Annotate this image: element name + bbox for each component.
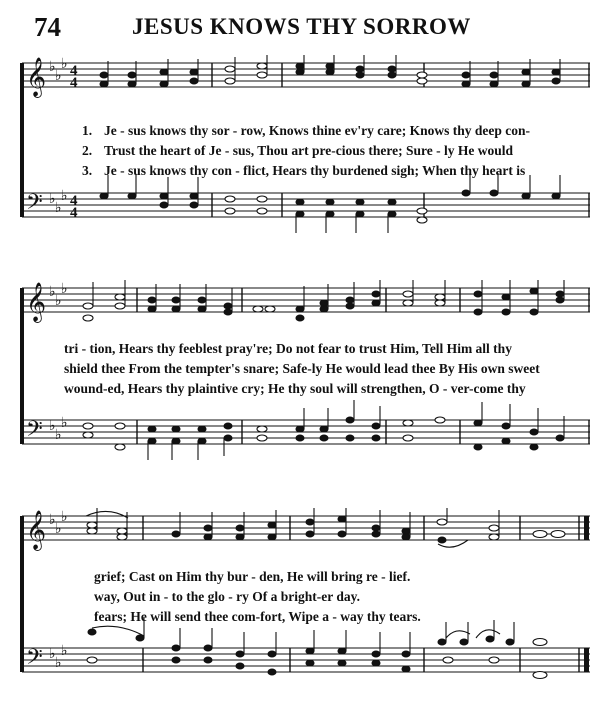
svg-text:4: 4 — [70, 193, 78, 209]
verse-1-line-3: grief; Cast on Him thy bur - den, He will bring re - lief. — [94, 569, 411, 584]
hymn-title: JESUS KNOWS THY SORROW — [132, 14, 471, 39]
svg-text:♭: ♭ — [49, 284, 56, 300]
staff-notation-3 — [0, 508, 611, 708]
svg-text:♭: ♭ — [61, 643, 68, 659]
svg-text:♭: ♭ — [55, 521, 62, 537]
verse-2-line-3: way, Out in - to the glo - ry Of a bright-er day. — [94, 589, 360, 604]
verse-3-line-1: 3. Je - sus knows thy con - flict, Hears thy burdened sigh; When thy heart is — [82, 163, 526, 178]
svg-text:𝄢: 𝄢 — [26, 417, 43, 447]
svg-text:♭: ♭ — [61, 281, 68, 297]
svg-text:𝄢: 𝄢 — [26, 190, 43, 220]
svg-text:♭: ♭ — [55, 427, 62, 443]
svg-text:♭: ♭ — [55, 293, 62, 309]
svg-text:♭: ♭ — [49, 512, 56, 528]
verse-3-line-3: fears; He will send thee com-fort, Wipe a - way thy tears. — [94, 609, 421, 624]
svg-text:♭: ♭ — [55, 200, 62, 216]
svg-text:♭: ♭ — [49, 59, 56, 75]
svg-text:𝄞: 𝄞 — [26, 282, 47, 322]
svg-text:𝄢: 𝄢 — [26, 645, 43, 675]
verse-1-line-1: 1. Je - sus knows thy sor - row, Knows thine ev'ry care; Knows thy deep con- — [82, 123, 531, 138]
svg-text:♭: ♭ — [61, 415, 68, 431]
music-system-1 — [0, 55, 611, 240]
verse-2-line-1: 2. Trust the heart of Je - sus, Thou art pre-cious there; Sure - ly He would — [82, 143, 513, 158]
svg-text:𝄞: 𝄞 — [26, 510, 47, 550]
music-system-2 — [0, 280, 611, 470]
verse-2-line-2: shield thee From the tempter's snare; Safe-ly He would lead thee By His own sweet — [64, 361, 540, 376]
hymn-header — [0, 8, 611, 42]
svg-text:♭: ♭ — [55, 68, 62, 84]
svg-text:♭: ♭ — [49, 191, 56, 207]
svg-text:♭: ♭ — [49, 418, 56, 434]
verse-1-line-2: tri - tion, Hears thy feeblest pray're; Do not fear to trust Him, Tell Him all thy — [64, 341, 512, 356]
svg-text:♭: ♭ — [61, 56, 68, 72]
svg-text:𝄞: 𝄞 — [26, 57, 47, 97]
music-system-3 — [0, 508, 611, 708]
svg-text:♭: ♭ — [61, 188, 68, 204]
svg-text:4: 4 — [70, 63, 78, 79]
svg-text:4: 4 — [70, 205, 78, 221]
svg-text:♭: ♭ — [61, 509, 68, 525]
svg-text:♭: ♭ — [49, 646, 56, 662]
hymn-number: 74 — [34, 12, 61, 42]
svg-text:♭: ♭ — [55, 655, 62, 671]
verse-3-line-2: wound-ed, Hears thy plaintive cry; He thy soul will strengthen, O - ver-come thy — [64, 381, 526, 396]
svg-text:4: 4 — [70, 75, 78, 91]
